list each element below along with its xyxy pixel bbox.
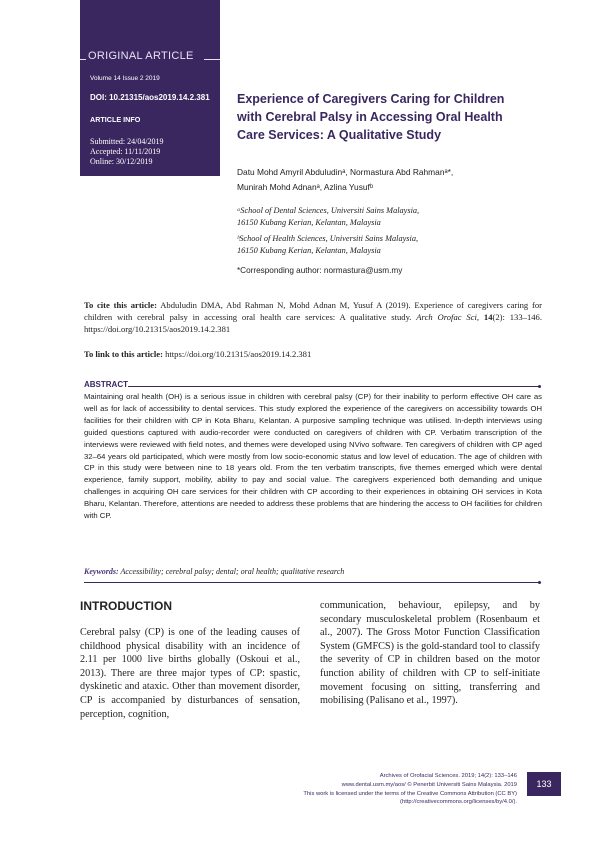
keywords-list: Accessibility; cerebral palsy; dental; oral health; qualitative research [118,567,345,576]
affiliation-b: ᵇSchool of Health Sciences, Universiti Sains Malaysia, 16150 Kubang Kerian, Kelantan, Malaysia [237,234,419,255]
title-line: Experience of Caregivers Caring for Children [237,92,505,106]
original-article-label: ORIGINAL ARTICLE [88,50,220,62]
abstract-text: Maintaining oral health (OH) is a serious issue in children with cerebral palsy (CP) for their inability to perform effective OH care as well as for lack of accessibility to dental services. This study explored the experience of the caregivers on accessibility towards OH facilities for their children with CP in Kota Bharu, Kelantan. A purposive sampling technique was utilised. In-depth interviews using guided questions captured with audio-recorder were conducted on caregivers of children with CP. Verbatim transcription of the interviews were reviewed with field notes, and themes were developed using NVivo software. Ten caregivers of children with CP aged 32–64 years old participated, which were mostly from low socio-economic status and low level of education. The age of children with CP in this study were between nine to 18 years old. From the ten verbatim transcripts, five themes emerged which were dental experience, family support, mobility, ability to pay and social value. The caregivers experienced both demanding and unique challenges in acquiring OH care services for their children with CP according to their experiences in obtaining OH services in Kota Bharu, Kelantan. Therefore, attentions are needed to address these problems that are hindering the access to OH facilities for children with CP. [84,392,542,521]
online-date: Online: 30/12/2019 [90,157,153,166]
title-line: Care Services: A Qualitative Study [237,128,442,142]
author-line: Munirah Mohd Adnanᵃ, Azlina Yusufᵇ [237,182,374,192]
article-info-heading: ARTICLE INFO [90,115,141,124]
journal-name: Arch Orofac Sci, [416,311,480,322]
title-line: with Cerebral Palsy in Accessing Oral Health [237,110,503,124]
submitted-date: Submitted: 24/04/2019 [90,137,164,146]
accepted-date: Accepted: 11/11/2019 [90,147,161,156]
link-label: To link to this article: [84,349,163,359]
intro-left-column: Cerebral palsy (CP) is one of the leading causes of childhood physical disability with an incidence of 2.11 per 1000 live births globally (Oskoui et al., 2013). There are three major types of CP: spastic, dyskinetic and ataxic. Other than movement disorder, CP is accompanied by disturbances of sensation, perception, cognition, [80,627,300,720]
rule-end-dot [538,581,541,584]
article-link [84,349,542,359]
affiliation-a: ᵃSchool of Dental Sciences, Universiti Sains Malaysia, 16150 Kubang Kerian, Kelantan, Malaysia [237,206,420,227]
cite-label: To cite this article: [84,300,157,310]
abstract-top-rule [128,386,538,387]
rule-end-dot [538,385,541,388]
corresponding-author[interactable]: *Corresponding author: normastura@usm.my [237,266,403,275]
abstract-bottom-rule [84,582,538,583]
intro-right-column: communication, behaviour, epilepsy, and by secondary musculoskeletal problem (Rosenbaum et al., 2007). The Gross Motor Function Classification System (GMFCS) is the gold-standard tool to classify the severity of CP in children based on the motor function ability of children with CP to self-initiate movement focusing on sitting, transferring and mobilising (Palisano et al., 1997). [320,600,540,707]
author-list [237,165,497,195]
citation-block: To cite this article: Abduludin DMA, Abd Rahman N, Mohd Adnan M, Yusuf A (2019). Experience of caregivers caring for children with cerebral palsy in accessing oral health care services: A qualitative study. Arch Orofac Sci, 14(2): 133–146. https://doi.org/10.21315/aos2019.14.2.381 [84,300,542,334]
journal-footer: Archives of Orofacial Sciences. 2019; 14(2): 133–146 www.dental.usm.my/aos/ © Penerbit Universiti Sains Malaysia. 2019 This work is licensed under the terms of the Creative Commons Attribution (CC BY) (http://creativecommons.org/licenses/by/4.0/). [303,773,517,806]
introduction-heading: INTRODUCTION [80,599,172,613]
volume-issue: Volume 14 Issue 2 2019 [90,75,160,82]
doi-label[interactable]: DOI: 10.21315/aos2019.14.2.381 [90,93,210,102]
keywords [84,567,542,576]
author-line: Datu Mohd Amyril Abduludinᵃ, Normastura Abd Rahmanᵃ*, [237,167,454,177]
article-url[interactable]: https://doi.org/10.21315/aos2019.14.2.381 [162,349,312,359]
abstract-heading: ABSTRACT [84,380,128,389]
article-title [237,90,517,144]
keywords-label: Keywords: [84,567,119,576]
page-number: 133 [527,772,561,796]
